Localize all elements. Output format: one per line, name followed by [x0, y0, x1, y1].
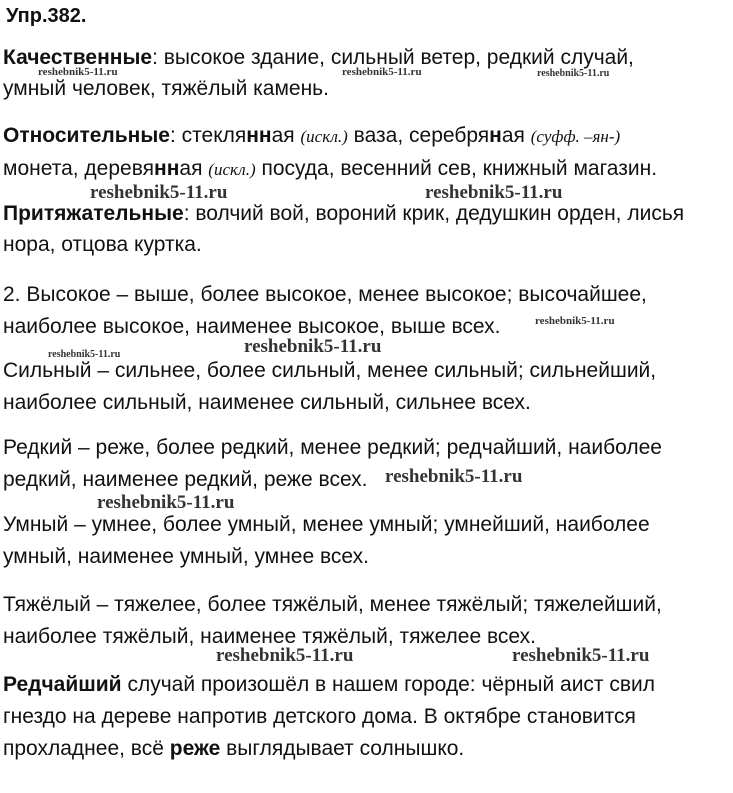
- relative-text: монета, деревя: [3, 157, 155, 180]
- relative-line-2: [3, 154, 731, 184]
- umny-line-1: Умный – умнее, более умный, менее умный; умнейший, наиболее: [3, 513, 650, 536]
- watermark: reshebnik5-11.ru: [342, 66, 422, 78]
- watermark: reshebnik5-11.ru: [537, 68, 610, 79]
- relative-text: посуда, весенний сев, книжный магазин.: [255, 157, 658, 180]
- relative-suffix-bold: нн: [246, 124, 272, 147]
- watermark: reshebnik5-11.ru: [38, 66, 118, 78]
- watermark: reshebnik5-11.ru: [97, 492, 235, 513]
- vysokoe-line-1: 2. Высокое – выше, более высокое, менее высокое; высочайшее,: [3, 283, 647, 306]
- watermark: reshebnik5-11.ru: [535, 315, 615, 327]
- relative-suffix-bold: нн: [154, 157, 180, 180]
- relative-text: ая: [179, 157, 209, 180]
- final-bold-word: реже: [169, 737, 221, 760]
- silny-line-1: Сильный – сильнее, более сильный, менее сильный; сильнейший,: [3, 359, 657, 382]
- final-bold-word: Редчайший: [3, 673, 122, 696]
- watermark: reshebnik5-11.ru: [512, 645, 650, 666]
- qualitative-label: Качественные: [3, 46, 153, 69]
- relative-text: ая: [271, 124, 301, 147]
- relative-text: ваза, серебря: [347, 124, 490, 147]
- relative-line-1: [3, 121, 731, 151]
- watermark: reshebnik5-11.ru: [90, 182, 228, 203]
- final-text: прохладнее, всё: [3, 737, 170, 760]
- possessive-label: Притяжательные: [3, 202, 184, 225]
- silny-line-2: наиболее сильный, наименее сильный, сильнее всех.: [3, 391, 531, 414]
- relative-text: ая: [501, 124, 531, 147]
- final-line-2: гнездо на дереве напротив детского дома. В октябре становится: [3, 705, 636, 728]
- relative-note: (искл.): [208, 160, 256, 179]
- qualitative-line-2: умный человек, тяжёлый камень.: [3, 77, 329, 100]
- qualitative-text-1: : высокое здание, сильный ветер, редкий случай,: [152, 46, 634, 69]
- relative-note: (суфф. –ян-): [530, 127, 621, 146]
- relative-note: (искл.): [300, 127, 348, 146]
- watermark: reshebnik5-11.ru: [425, 182, 563, 203]
- final-line-3: [3, 734, 731, 763]
- final-text: случай произошёл в нашем городе: чёрный аист свил: [121, 673, 656, 696]
- tyazh-line-1: Тяжёлый – тяжелее, более тяжёлый, менее тяжёлый; тяжелейший,: [3, 593, 662, 616]
- possessive-text-1: : волчий вой, вороний крик, дедушкин орден, лисья: [183, 202, 685, 225]
- final-text: выглядывает солнышко.: [220, 737, 465, 760]
- watermark: reshebnik5-11.ru: [48, 349, 121, 360]
- relative-text: : стекля: [169, 124, 247, 147]
- relative-label: Относительные: [3, 124, 170, 147]
- redkiy-line-1: Редкий – реже, более редкий, менее редкий; редчайший, наиболее: [3, 436, 662, 459]
- possessive-line-2: нора, отцова куртка.: [3, 233, 202, 256]
- vysokoe-line-2: наиболее высокое, наименее высокое, выше всех.: [3, 315, 501, 338]
- watermark: reshebnik5-11.ru: [385, 466, 523, 487]
- tyazh-line-2: наиболее тяжёлый, наименее тяжёлый, тяжелее всех.: [3, 625, 536, 648]
- umny-line-2: умный, наименее умный, умнее всех.: [3, 545, 369, 568]
- watermark: reshebnik5-11.ru: [216, 645, 354, 666]
- relative-suffix-bold: н: [489, 124, 502, 147]
- watermark: reshebnik5-11.ru: [244, 336, 382, 357]
- exercise-title: Упр.382.: [6, 5, 87, 27]
- final-line-1: [3, 670, 731, 699]
- redkiy-line-2: редкий, наименее редкий, реже всех.: [3, 468, 368, 491]
